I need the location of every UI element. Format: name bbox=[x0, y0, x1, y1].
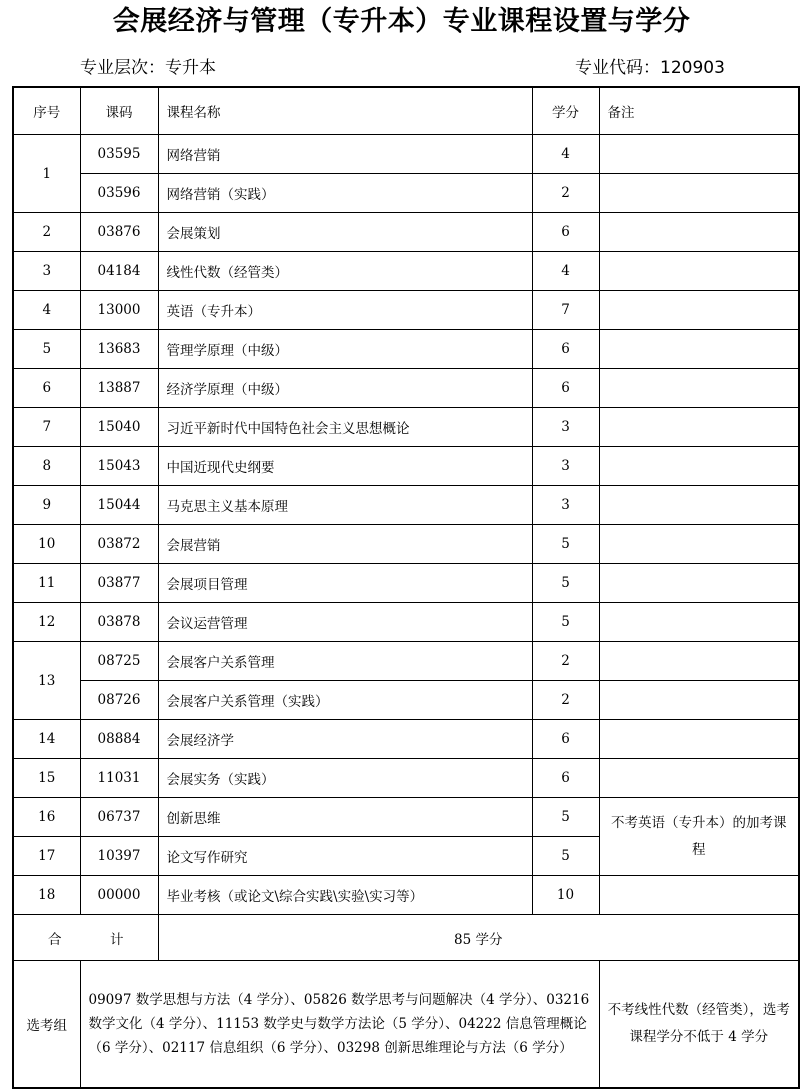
row-code: 15044 bbox=[80, 486, 158, 525]
row-name: 会展营销 bbox=[158, 525, 532, 564]
row-name: 毕业考核（或论文\综合实践\实验\实习等） bbox=[158, 876, 532, 915]
table-row bbox=[13, 291, 799, 330]
row-code: 13887 bbox=[80, 369, 158, 408]
header-credit: 学分 bbox=[532, 87, 599, 135]
row-no: 15 bbox=[13, 759, 80, 798]
row-code: 13683 bbox=[80, 330, 158, 369]
row-credit: 4 bbox=[532, 135, 599, 174]
row-name: 网络营销（实践） bbox=[158, 174, 532, 213]
row-name: 习近平新时代中国特色社会主义思想概论 bbox=[158, 408, 532, 447]
row-name: 线性代数（经管类） bbox=[158, 252, 532, 291]
row-name: 马克思主义基本原理 bbox=[158, 486, 532, 525]
table-row bbox=[13, 213, 799, 252]
header-no: 序号 bbox=[13, 87, 80, 135]
row-credit: 3 bbox=[532, 447, 599, 486]
row-note bbox=[599, 876, 799, 915]
row-credit: 6 bbox=[532, 720, 599, 759]
row-credit: 3 bbox=[532, 486, 599, 525]
row-note bbox=[599, 252, 799, 291]
row-code: 15043 bbox=[80, 447, 158, 486]
row-note bbox=[599, 174, 799, 213]
row-no: 11 bbox=[13, 564, 80, 603]
row-code: 08725 bbox=[80, 642, 158, 681]
row-no: 10 bbox=[13, 525, 80, 564]
table-row bbox=[13, 369, 799, 408]
row-credit: 6 bbox=[532, 330, 599, 369]
row-credit: 5 bbox=[532, 525, 599, 564]
row-name: 经济学原理（中级） bbox=[158, 369, 532, 408]
table-row bbox=[13, 330, 799, 369]
row-note bbox=[599, 525, 799, 564]
row-credit: 7 bbox=[532, 291, 599, 330]
row-credit: 5 bbox=[532, 798, 599, 837]
table-row bbox=[13, 408, 799, 447]
row-code: 08726 bbox=[80, 681, 158, 720]
course-table bbox=[12, 86, 800, 1089]
row-note bbox=[599, 720, 799, 759]
row-note bbox=[599, 564, 799, 603]
row-note-supplementary: 不考英语（专升本）的加考课程 bbox=[599, 798, 799, 876]
row-name: 网络营销 bbox=[158, 135, 532, 174]
row-credit: 2 bbox=[532, 642, 599, 681]
row-no: 2 bbox=[13, 213, 80, 252]
row-credit: 6 bbox=[532, 213, 599, 252]
row-name: 会展经济学 bbox=[158, 720, 532, 759]
row-code: 03872 bbox=[80, 525, 158, 564]
header-name: 课程名称 bbox=[158, 87, 532, 135]
row-name: 英语（专升本） bbox=[158, 291, 532, 330]
row-credit: 6 bbox=[532, 369, 599, 408]
table-row bbox=[13, 252, 799, 291]
table-row bbox=[13, 876, 799, 915]
table-row bbox=[13, 603, 799, 642]
row-code: 03595 bbox=[80, 135, 158, 174]
row-no: 17 bbox=[13, 837, 80, 876]
total-value: 85 学分 bbox=[158, 915, 799, 961]
row-code: 15040 bbox=[80, 408, 158, 447]
row-credit: 5 bbox=[532, 564, 599, 603]
row-name: 创新思维 bbox=[158, 798, 532, 837]
row-note bbox=[599, 642, 799, 681]
row-note bbox=[599, 603, 799, 642]
table-row bbox=[13, 525, 799, 564]
row-no: 6 bbox=[13, 369, 80, 408]
table-row bbox=[13, 681, 799, 720]
row-name: 会展实务（实践） bbox=[158, 759, 532, 798]
elective-courses: 09097 数学思想与方法（4 学分）、05826 数学思考与问题解决（4 学分）、03216 数学文化（4 学分）、11153 数学史与数学方法论（5 学分）、04222 信息管理概论（6 学分）、02117 信息组织（6 学分）、03298 创新思维理论与方法（6 学分） bbox=[80, 961, 599, 1089]
row-credit: 10 bbox=[532, 876, 599, 915]
total-label bbox=[13, 915, 158, 961]
row-note bbox=[599, 330, 799, 369]
elective-note: 不考线性代数（经管类），选考课程学分不低于 4 学分 bbox=[599, 961, 799, 1089]
row-no: 8 bbox=[13, 447, 80, 486]
row-no: 9 bbox=[13, 486, 80, 525]
row-credit: 2 bbox=[532, 174, 599, 213]
total-row bbox=[13, 915, 799, 961]
row-code: 03878 bbox=[80, 603, 158, 642]
row-no: 12 bbox=[13, 603, 80, 642]
row-credit: 3 bbox=[532, 408, 599, 447]
total-label-b: 计 bbox=[110, 931, 124, 948]
row-code: 10397 bbox=[80, 837, 158, 876]
row-note bbox=[599, 408, 799, 447]
row-name: 中国近现代史纲要 bbox=[158, 447, 532, 486]
table-row bbox=[13, 642, 799, 681]
row-code: 03877 bbox=[80, 564, 158, 603]
row-no: 3 bbox=[13, 252, 80, 291]
row-name: 管理学原理（中级） bbox=[158, 330, 532, 369]
row-note bbox=[599, 759, 799, 798]
row-code: 04184 bbox=[80, 252, 158, 291]
elective-row bbox=[13, 961, 799, 1089]
table-row bbox=[13, 135, 799, 174]
table-row bbox=[13, 486, 799, 525]
table-header-row bbox=[13, 87, 799, 135]
row-credit: 6 bbox=[532, 759, 599, 798]
table-row bbox=[13, 759, 799, 798]
row-no: 16 bbox=[13, 798, 80, 837]
row-no: 5 bbox=[13, 330, 80, 369]
row-no: 14 bbox=[13, 720, 80, 759]
row-code: 03596 bbox=[80, 174, 158, 213]
row-note bbox=[599, 681, 799, 720]
row-no: 7 bbox=[13, 408, 80, 447]
row-code: 06737 bbox=[80, 798, 158, 837]
row-name: 会展项目管理 bbox=[158, 564, 532, 603]
table-row bbox=[13, 798, 799, 837]
row-name: 论文写作研究 bbox=[158, 837, 532, 876]
table-row bbox=[13, 447, 799, 486]
row-no: 4 bbox=[13, 291, 80, 330]
row-credit: 5 bbox=[532, 837, 599, 876]
row-name: 会展客户关系管理（实践） bbox=[158, 681, 532, 720]
row-code: 13000 bbox=[80, 291, 158, 330]
row-note bbox=[599, 486, 799, 525]
row-code: 03876 bbox=[80, 213, 158, 252]
row-name: 会展客户关系管理 bbox=[158, 642, 532, 681]
header-code: 课码 bbox=[80, 87, 158, 135]
major-code: 专业代码：120903 bbox=[575, 58, 725, 78]
row-note bbox=[599, 291, 799, 330]
row-no: 1 bbox=[13, 135, 80, 213]
major-level: 专业层次：专升本 bbox=[80, 58, 216, 78]
table-row bbox=[13, 564, 799, 603]
row-code: 08884 bbox=[80, 720, 158, 759]
header-note: 备注 bbox=[599, 87, 799, 135]
row-name: 会展策划 bbox=[158, 213, 532, 252]
row-note bbox=[599, 447, 799, 486]
row-note bbox=[599, 213, 799, 252]
row-name: 会议运营管理 bbox=[158, 603, 532, 642]
row-credit: 4 bbox=[532, 252, 599, 291]
table-row bbox=[13, 720, 799, 759]
page-title: 会展经济与管理（专升本）专业课程设置与学分 bbox=[112, 6, 691, 37]
row-note bbox=[599, 369, 799, 408]
row-no: 18 bbox=[13, 876, 80, 915]
row-code: 11031 bbox=[80, 759, 158, 798]
table-row bbox=[13, 174, 799, 213]
elective-label: 选考组 bbox=[13, 961, 80, 1089]
row-no: 13 bbox=[13, 642, 80, 720]
row-code: 00000 bbox=[80, 876, 158, 915]
total-label-a: 合 bbox=[47, 931, 62, 948]
row-note bbox=[599, 135, 799, 174]
row-credit: 2 bbox=[532, 681, 599, 720]
row-credit: 5 bbox=[532, 603, 599, 642]
